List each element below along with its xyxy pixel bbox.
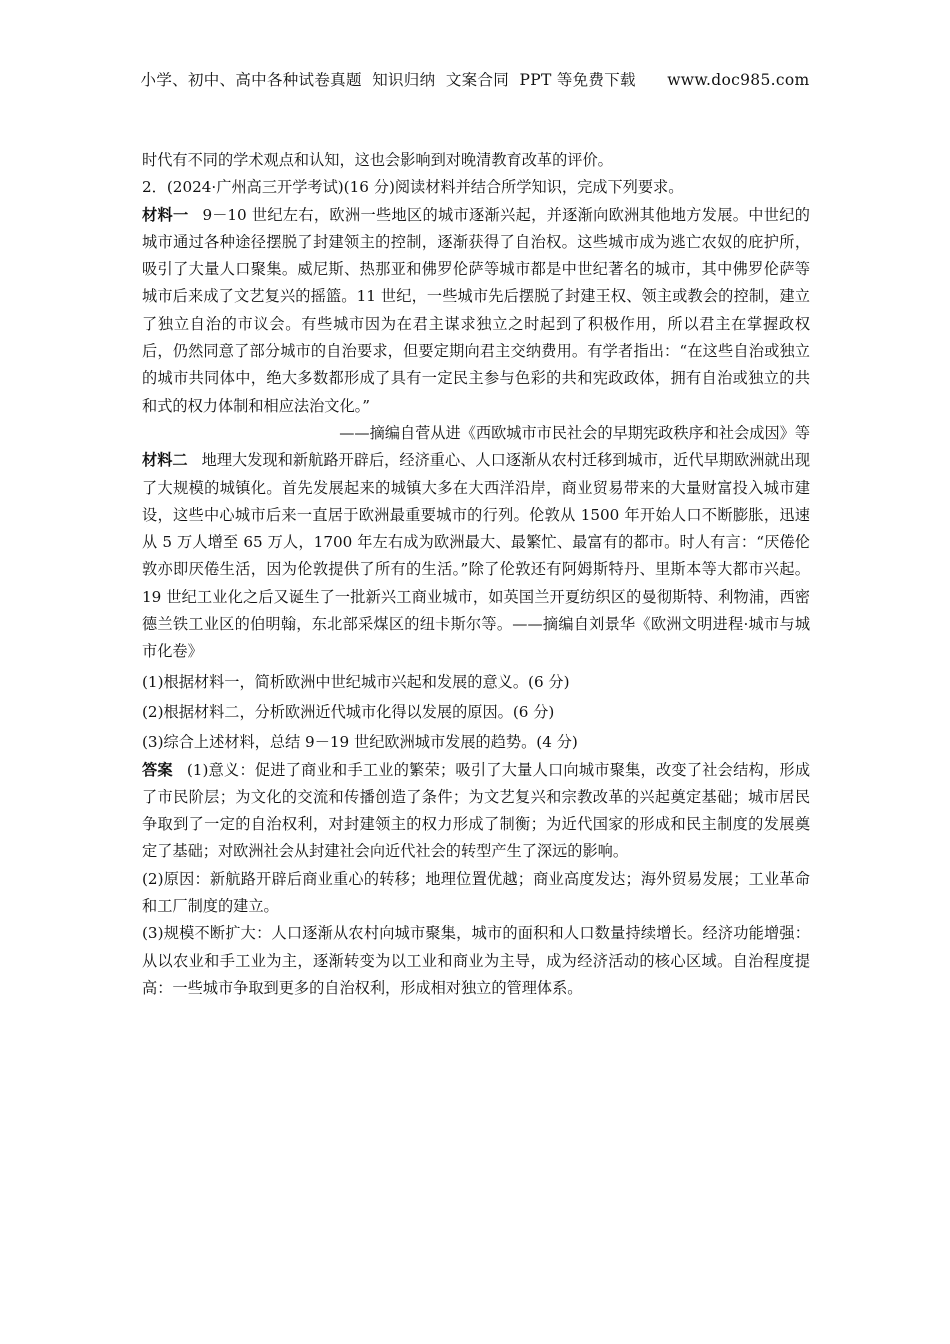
material-two — [142, 447, 810, 665]
sub-question-2: (2)根据材料二，分析欧洲近代城市化得以发展的原因。(6 分) — [142, 702, 555, 721]
material-one-label: 材料一 — [142, 205, 189, 224]
material-one-text: 9－10 世纪左右，欧洲一些地区的城市逐渐兴起，并逐渐向欧洲其他地方发展。中世纪的城市通过各种途径摆脱了封建领主的控制，逐渐获得了自治权。这些城市成为逃亡农奴的庇护所，吸引了大量人口聚集。威尼斯、热那亚和佛罗伦萨等城市都是中世纪著名的城市，其中佛罗伦萨等城市后来成了文艺复兴的摇篮。11 世纪，一些城市先后摆脱了封建王权、领主或教会的控制，建立了独立自治的市议会。有些城市因为在君主谋求独立之时起到了积极作用，所以君主在掌握政权后，仍然同意了部分城市的自治要求，但要定期向君主交纳费用。有学者指出：“在这些自治或独立的城市共同体中，绝大多数都形成了具有一定民主参与色彩的共和宪政政体，拥有自治或独立的共和式的权力体制和相应法治文化。” — [142, 205, 810, 415]
material-one — [142, 202, 810, 420]
answer-item-1-text: (1)意义：促进了商业和手工业的繁荣；吸引了大量人口向城市聚集，改变了社会结构，形成了市民阶层；为文化的交流和传播创造了条件；为文艺复兴和宗教改革的兴起奠定基础；城市居民争取到了一定的自治权利，对封建领主的权力形成了制衡；为近代国家的形成和民主制度的发展奠定了基础；对欧洲社会从封建社会向近代社会的转型产生了深远的影响。 — [142, 760, 811, 861]
material-two-source: ——摘编自刘景华《欧洲文明进程·城市与城市化卷》 — [142, 615, 811, 661]
sub-question-1: (1)根据材料一，简析欧洲中世纪城市兴起和发展的意义。(6 分) — [142, 672, 570, 691]
document-body — [142, 147, 810, 1002]
answer-item-3: (3)规模不断扩大：人口逐渐从农村向城市聚集，城市的面积和人口数量持续增长。经济功能增强：从以农业和手工业为主，逐渐转变为以工业和商业为主导，成为经济活动的核心区域。自治程度提高：一些城市争取到更多的自治权利，形成相对独立的管理体系。 — [142, 924, 810, 997]
question-title: 2．(2024·广州高三开学考试)(16 分)阅读材料并结合所学知识，完成下列要求。 — [142, 178, 684, 197]
material-two-label: 材料二 — [142, 451, 188, 470]
sub-question-3: (3)综合上述材料，总结 9－19 世纪欧洲城市发展的趋势。(4 分) — [142, 733, 578, 752]
answer-item-2: (2)原因：新航路开辟后商业重心的转移；地理位置优越；商业高度发达；海外贸易发展；工业革命和工厂制度的建立。 — [142, 869, 810, 916]
material-two-text: 地理大发现和新航路开辟后，经济重心、人口逐渐从农村迁移到城市，近代早期欧洲就出现了大规模的城镇化。首先发展起来的城镇大多在大西洋沿岸，商业贸易带来的大量财富投入城市建设，这些中心城市后来一直居于欧洲最重要城市的行列。伦敦从 1500 年开始人口不断膨胀，迅速从 5 万人增至 65 万人，1700 年左右成为欧洲最大、最繁忙、最富有的都市。时人有言：“厌倦伦敦亦即厌倦生活，因为伦敦提供了所有的生活。”除了伦敦还有阿姆斯特丹、里斯本等大都市兴起。19 世纪工业化之后又诞生了一批新兴工商业城市，如英国兰开夏纺织区的曼彻斯特、利物浦，西密德兰铁工业区的伯明翰，东北部采煤区的纽卡斯尔等。 — [142, 451, 811, 634]
page-header: 小学、初中、高中各种试卷真题 知识归纳 文案合同 PPT 等免费下载 www.doc985.com — [140, 71, 810, 89]
material-one-source: ——摘编自菅从进《西欧城市市民社会的早期宪政秩序和社会成因》等 — [339, 423, 810, 442]
answer-label: 答案 — [142, 760, 173, 779]
answer-item-1 — [142, 757, 810, 866]
intro-paragraph: 时代有不同的学术观点和认知，这也会影响到对晚清教育改革的评价。 — [142, 151, 613, 169]
